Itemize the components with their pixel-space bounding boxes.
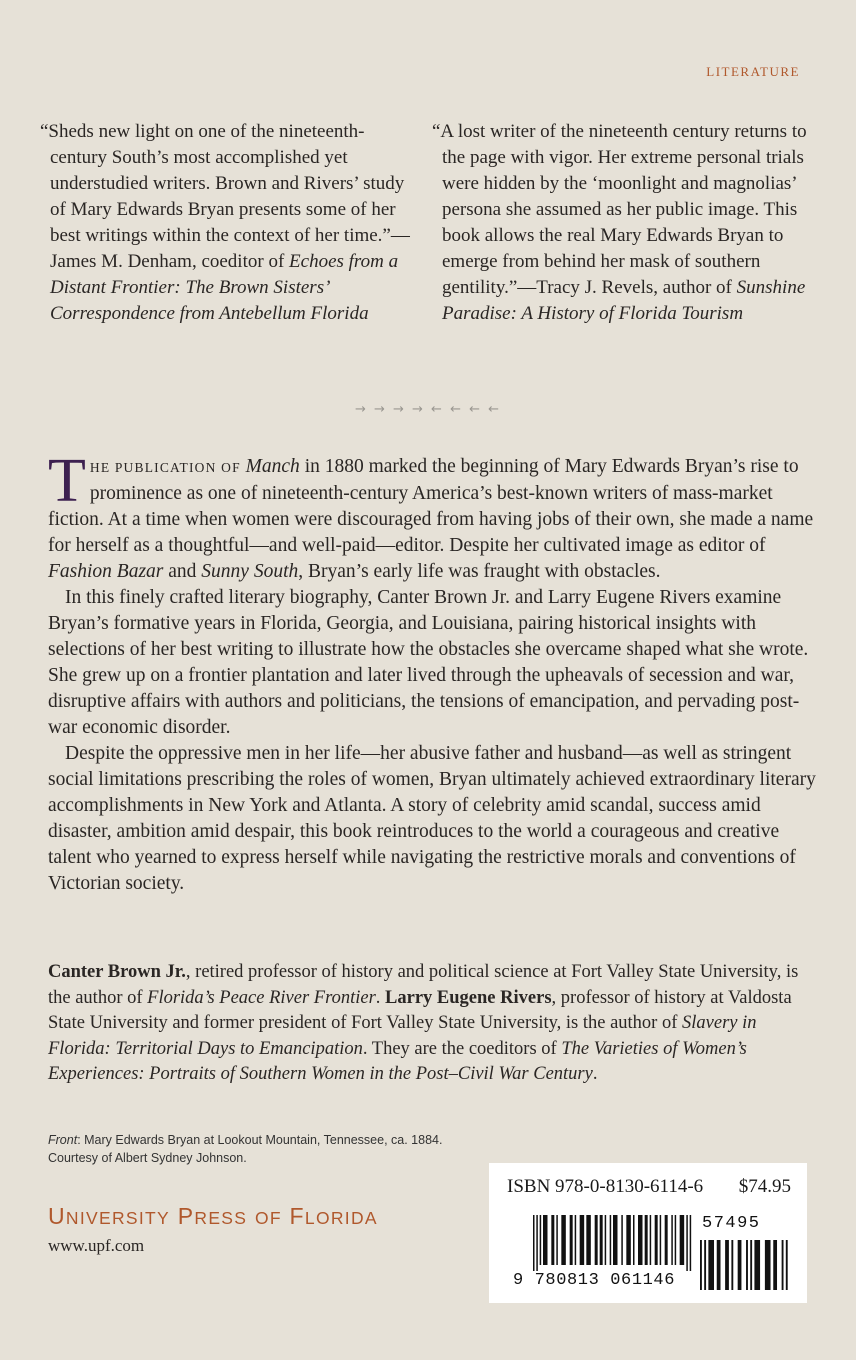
barcode-bar (570, 1215, 573, 1265)
book-title: Slavery in Florida: Territorial Days to Emancipation (48, 1013, 757, 1059)
barcode-bar (738, 1240, 742, 1290)
barcode-bar (610, 1215, 612, 1265)
bio-text: , professor of history at Valdosta State University and former president of Fort Valley State University, is the author of (48, 987, 792, 1033)
publisher-smallcaps: LORIDA (304, 1208, 378, 1228)
book-title: The Varieties of Women’s Experiences: Portraits of Southern Women in the Post–Civil War Century (48, 1038, 747, 1084)
barcode-bar (665, 1215, 668, 1265)
publisher-smallcaps: OF (254, 1208, 282, 1228)
blurb-book-title: Echoes from a Distant Frontier: The Brown Sisters’ Correspondence from Antebellum Florida (50, 251, 399, 324)
publisher-website[interactable]: www.upf.com (48, 1236, 145, 1255)
title-fashion-bazar: Fashion Bazar (48, 561, 164, 582)
barcode-bar (613, 1215, 618, 1265)
publisher-name (48, 1203, 378, 1230)
barcode-bar (595, 1215, 598, 1265)
barcode-bar (551, 1215, 554, 1265)
barcode-bar (708, 1240, 714, 1290)
publisher-smallcaps: RESS (194, 1208, 248, 1228)
barcode-bar (626, 1215, 631, 1265)
barcode-bar (680, 1215, 685, 1265)
bio-text: , retired professor of history and political science at Fort Valley State University, is the author of (48, 962, 799, 1008)
barcode-bar (671, 1215, 673, 1265)
title-sunny-south: Sunny South (201, 561, 299, 582)
barcode-bar (731, 1240, 733, 1290)
bio-text: . (592, 1064, 598, 1084)
price: $74.95 (738, 1176, 791, 1197)
credit-text: : Mary Edwards Bryan at Lookout Mountain, Tennessee, ca. 1884. (77, 1133, 443, 1147)
barcode-bar (533, 1215, 535, 1271)
isbn-line (507, 1176, 791, 1198)
barcode-bar (700, 1240, 702, 1290)
barcode-bar (686, 1215, 688, 1271)
barcode-bar (655, 1215, 658, 1265)
publisher-smallcaps: NIVERSITY (65, 1208, 171, 1228)
barcode-digits: 9 780813 061146 (513, 1271, 676, 1290)
barcode-bar (704, 1240, 706, 1290)
barcode-bar (575, 1215, 577, 1265)
blurb-book-title: Sunshine Paradise: A History of Florida Tourism (442, 277, 806, 324)
credit-text: Courtesy of Albert Sydney Johnson. (48, 1151, 247, 1165)
barcode-bar (633, 1215, 635, 1265)
barcode-bar (786, 1240, 788, 1290)
author-name-brown: Canter Brown Jr. (48, 962, 186, 982)
isbn-number: ISBN 978-0-8130-6114-6 (507, 1176, 704, 1197)
bio-text: . They are the coeditors of (362, 1038, 562, 1059)
description-text: in 1880 marked the beginning of Mary Edwards Bryan’s rise to prominence as one of nineteenth-century America’s best-known writers of mass-market fiction. At a time when women were discouraged from having jobs of their own, she made a name for herself as a thoughtful—and well-paid—editor. Despite her cultivated image as editor of (48, 456, 814, 556)
description-text: and (163, 561, 202, 582)
bio-text: . (375, 987, 386, 1008)
barcode-bar (561, 1215, 566, 1265)
publisher-initial: F (289, 1203, 305, 1229)
barcode-bar (650, 1215, 652, 1265)
publisher-initial: U (48, 1203, 66, 1229)
barcode-bar (536, 1215, 538, 1271)
barcode-bar (621, 1215, 623, 1265)
smallcaps-lead: HE PUBLICATION OF (89, 460, 241, 475)
barcode-bar (543, 1215, 548, 1265)
barcode-bar (580, 1215, 585, 1265)
barcode-bar (782, 1240, 784, 1290)
cover-photo-credit (48, 1131, 528, 1167)
blurb-quote: “Sheds new light on one of the nineteenth-century South’s most accomplished yet understudied writers. Brown and Rivers’ study of Mary Edwards Bryan presents some of her best writings within the context of her time.”—James M. Denham, coeditor of (40, 121, 410, 272)
drop-cap: T (48, 447, 86, 515)
barcode-bar (717, 1240, 721, 1290)
author-name-rivers: Larry Eugene Rivers (385, 987, 552, 1008)
barcode-bar (586, 1215, 591, 1265)
blurb-revels (432, 119, 808, 327)
barcode-bar (754, 1240, 760, 1290)
addon-digits: 57495 (702, 1214, 761, 1233)
barcode-bar (605, 1215, 607, 1265)
barcode-box (489, 1163, 807, 1303)
addon-barcode (700, 1240, 790, 1294)
publisher-initial: P (177, 1203, 195, 1229)
description-paragraph-3: Despite the oppressive men in her life—her abusive father and husband—as well as stringent social limitations prescribing the roles of women, Bryan ultimately achieved extraordinary literary accomplishments in New York and Atlanta. A story of celebrity amid scandal, success amid disaster, ambition amid despair, this book reintroduces to the world a courageous and creative talent who yearned to express herself while navigating the restrictive morals and conventions of Victorian society. (48, 743, 816, 894)
category-label: LITERATURE (706, 64, 800, 79)
description-paragraph-1 (48, 447, 818, 585)
barcode-bar (690, 1215, 692, 1271)
description-paragraph-2: In this finely crafted literary biography, Canter Brown Jr. and Larry Eugene Rivers examine Bryan’s formative years in Florida, Georgia, and Louisiana, pairing historical insights with selections of her best writing to illustrate how the obstacles she overcame shaped what she wrote. She grew up on a frontier plantation and later lived through the upheavals of secession and war, disruptive affairs with authors and politicians, the tensions of emancipation, and pervading post-war economic disorder. (48, 587, 809, 738)
barcode-bar (750, 1240, 752, 1290)
barcode-bar (773, 1240, 777, 1290)
barcode-bar (645, 1215, 648, 1265)
barcode-bar (638, 1215, 643, 1265)
barcode-bar (556, 1215, 558, 1265)
barcode-bar (765, 1240, 771, 1290)
ean-barcode (533, 1215, 693, 1273)
barcode-bar (600, 1215, 603, 1265)
barcode-bar (725, 1240, 729, 1290)
blurb-denham (40, 119, 416, 327)
ornament-divider: → → → → ← ← ← ← (354, 402, 502, 417)
book-title: Florida’s Peace River Frontier (147, 987, 376, 1008)
barcode-bar (540, 1215, 542, 1265)
barcode-bar (675, 1215, 677, 1265)
barcode-bar (746, 1240, 748, 1290)
description-text: , Bryan’s early life was fraught with obstacles. (298, 561, 661, 582)
book-description (48, 447, 818, 897)
barcode-bar (660, 1215, 662, 1265)
blurb-quote: “A lost writer of the nineteenth century returns to the page with vigor. Her extreme personal trials were hidden by the ‘moonlight and magnolias’ persona she assumed as her public image. This book allows the real Mary Edwards Bryan to emerge from behind her mask of southern gentility.”—Tracy J. Revels, author of (432, 121, 807, 298)
author-bios (48, 960, 818, 1088)
title-manch: Manch (245, 456, 300, 477)
credit-label: Front (48, 1133, 78, 1147)
